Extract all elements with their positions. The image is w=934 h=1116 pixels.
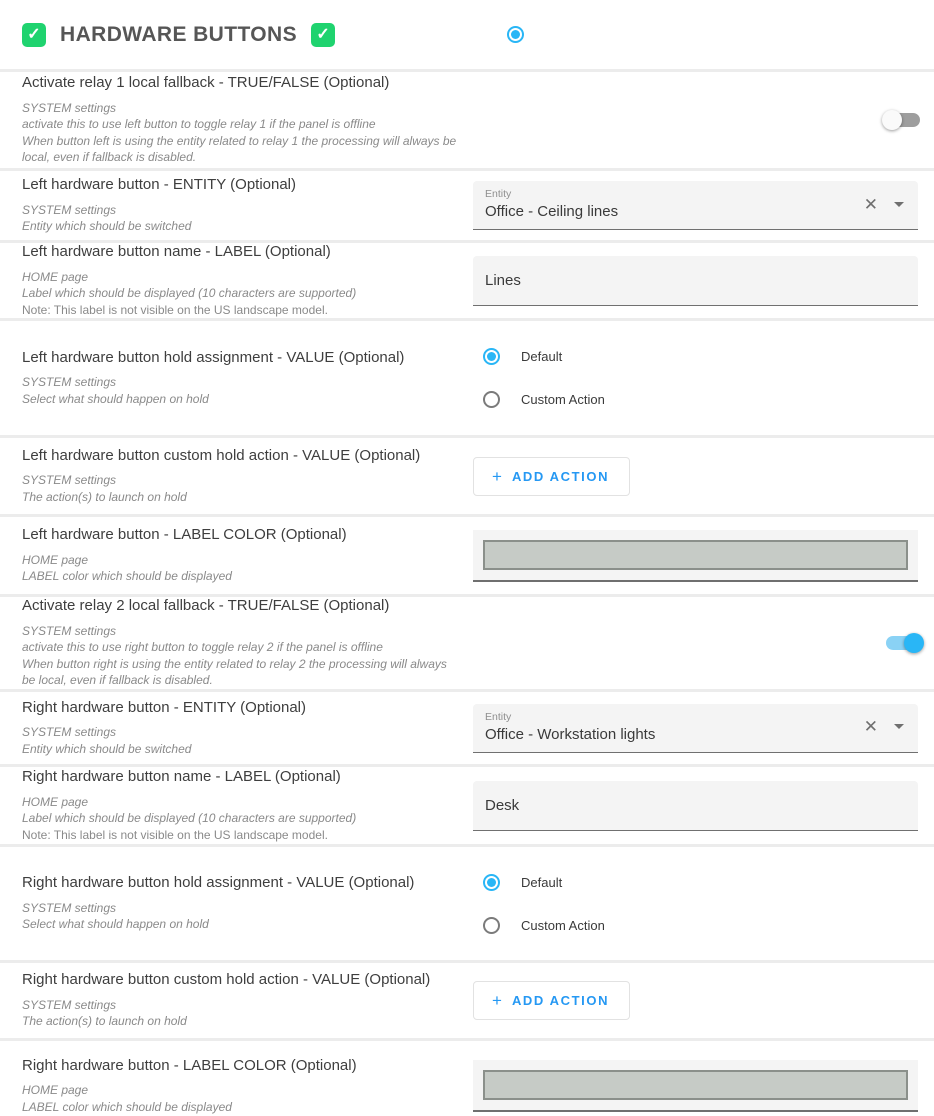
setting-meta: SYSTEM settings bbox=[22, 997, 117, 1012]
radio-label: Default bbox=[521, 349, 563, 364]
toggle-thumb bbox=[904, 633, 924, 653]
checkbox-checked-left[interactable] bbox=[22, 23, 46, 47]
entity-select-left[interactable] bbox=[473, 181, 918, 230]
label-color-picker-left[interactable] bbox=[473, 530, 918, 582]
setting-meta: Label which should be displayed (10 characters are supported) bbox=[22, 286, 357, 301]
entity-field-label: Entity bbox=[485, 710, 512, 723]
setting-meta-note: Note: This label is not visible on the US landscape model. bbox=[22, 827, 328, 842]
setting-meta: The action(s) to launch on hold bbox=[22, 489, 187, 504]
page-title: HARDWARE BUTTONS bbox=[60, 22, 298, 46]
setting-meta: Entity which should be switched bbox=[22, 741, 192, 756]
radio-label: Custom Action bbox=[521, 392, 605, 407]
dropdown-caret-icon[interactable] bbox=[894, 202, 904, 207]
setting-title: Left hardware button - ENTITY (Optional) bbox=[22, 176, 297, 194]
setting-meta: SYSTEM settings bbox=[22, 100, 117, 115]
radio-option-default[interactable] bbox=[483, 348, 605, 365]
setting-meta: SYSTEM settings bbox=[22, 623, 117, 638]
dropdown-caret-icon[interactable] bbox=[894, 724, 904, 729]
radio-option-custom-action[interactable] bbox=[483, 917, 605, 934]
setting-row-left-hold-assignment bbox=[0, 321, 934, 438]
checkbox-checked-right[interactable] bbox=[311, 23, 335, 47]
setting-row-relay2-fallback bbox=[0, 597, 934, 692]
setting-row-right-name bbox=[0, 767, 934, 847]
color-swatch bbox=[483, 1070, 908, 1100]
setting-title: Left hardware button - LABEL COLOR (Optional) bbox=[22, 526, 347, 544]
check-icon: ✓ bbox=[316, 25, 330, 43]
setting-meta: LABEL color which should be displayed bbox=[22, 569, 232, 584]
setting-meta: HOME page bbox=[22, 1083, 89, 1098]
plus-icon: + bbox=[492, 991, 502, 1010]
radio-selected-icon bbox=[483, 348, 500, 365]
setting-title: Activate relay 2 local fallback - TRUE/FALSE (Optional) bbox=[22, 597, 390, 615]
toggle-thumb bbox=[882, 110, 902, 130]
radio-unselected-icon bbox=[483, 917, 500, 934]
entity-field-label: Entity bbox=[485, 188, 512, 200]
setting-row-right-entity bbox=[0, 692, 934, 767]
setting-meta: SYSTEM settings bbox=[22, 725, 117, 740]
setting-title: Right hardware button hold assignment - VALUE (Optional) bbox=[22, 874, 415, 892]
add-action-label: ADD ACTION bbox=[511, 993, 610, 1008]
entity-field-value: Office - Workstation lights bbox=[485, 725, 656, 743]
setting-row-right-hold-assignment bbox=[0, 847, 934, 963]
plus-icon: + bbox=[492, 466, 502, 486]
entity-field-value: Office - Ceiling lines bbox=[485, 203, 619, 220]
color-swatch bbox=[483, 540, 908, 570]
setting-meta: Select what should happen on hold bbox=[22, 917, 209, 932]
setting-row-left-entity bbox=[0, 171, 934, 243]
setting-row-left-name bbox=[0, 243, 934, 321]
section-header bbox=[0, 0, 934, 72]
section-radio[interactable] bbox=[507, 26, 524, 43]
setting-row-relay1-fallback bbox=[0, 72, 934, 171]
setting-meta-note: Note: This label is not visible on the US landscape model. bbox=[22, 302, 328, 317]
setting-meta: When button left is using the entity related to relay 1 the processing will always be local, even if fallback is disabled. bbox=[22, 133, 457, 165]
radio-selected-icon bbox=[483, 874, 500, 891]
setting-title: Left hardware button custom hold action - VALUE (Optional) bbox=[22, 446, 421, 464]
setting-meta: HOME page bbox=[22, 794, 89, 809]
setting-row-right-label-color bbox=[0, 1041, 934, 1116]
setting-title: Right hardware button name - LABEL (Optional) bbox=[22, 767, 341, 785]
label-input-left[interactable] bbox=[473, 256, 918, 306]
toggle-switch-relay1[interactable] bbox=[886, 113, 920, 127]
add-action-button[interactable] bbox=[473, 457, 630, 496]
setting-meta: HOME page bbox=[22, 552, 89, 567]
label-color-picker-right[interactable] bbox=[473, 1060, 918, 1112]
clear-icon[interactable]: ✕ bbox=[863, 194, 878, 214]
radio-unselected-icon bbox=[483, 391, 500, 408]
setting-title: Right hardware button custom hold action - VALUE (Optional) bbox=[22, 971, 431, 989]
toggle-switch-relay2[interactable] bbox=[886, 636, 920, 650]
setting-title: Left hardware button name - LABEL (Optional) bbox=[22, 242, 331, 260]
setting-meta: activate this to use left button to toggle relay 1 if the panel is offline bbox=[22, 117, 376, 132]
radio-option-custom-action[interactable] bbox=[483, 391, 605, 408]
add-action-label: ADD ACTION bbox=[511, 468, 610, 484]
setting-title: Right hardware button - ENTITY (Optional) bbox=[22, 698, 307, 716]
setting-meta: SYSTEM settings bbox=[22, 202, 117, 217]
setting-meta: SYSTEM settings bbox=[22, 900, 117, 915]
setting-meta: Select what should happen on hold bbox=[22, 391, 209, 406]
setting-meta: SYSTEM settings bbox=[22, 473, 117, 488]
setting-meta: SYSTEM settings bbox=[22, 375, 117, 390]
setting-row-left-label-color bbox=[0, 517, 934, 597]
radio-label: Default bbox=[521, 874, 563, 890]
setting-title: Right hardware button - LABEL COLOR (Optional) bbox=[22, 1056, 357, 1074]
setting-row-left-custom-hold-action bbox=[0, 438, 934, 517]
hold-assignment-radio-group bbox=[473, 874, 605, 934]
setting-title: Activate relay 1 local fallback - TRUE/FALSE (Optional) bbox=[22, 74, 390, 92]
setting-row-right-custom-hold-action bbox=[0, 963, 934, 1041]
radio-option-default[interactable] bbox=[483, 874, 605, 891]
radio-label: Custom Action bbox=[521, 917, 605, 933]
setting-meta: Entity which should be switched bbox=[22, 219, 192, 234]
setting-meta: When button right is using the entity related to relay 2 the processing will always be local, even if fallback is disabled. bbox=[22, 656, 447, 688]
setting-meta: activate this to use right button to toggle relay 2 if the panel is offline bbox=[22, 640, 383, 655]
setting-meta: The action(s) to launch on hold bbox=[22, 1014, 187, 1029]
setting-title: Left hardware button hold assignment - VALUE (Optional) bbox=[22, 348, 405, 366]
add-action-button[interactable] bbox=[473, 981, 630, 1020]
setting-meta: Label which should be displayed (10 characters are supported) bbox=[22, 811, 357, 826]
check-icon: ✓ bbox=[27, 25, 41, 43]
clear-icon[interactable]: ✕ bbox=[863, 717, 878, 736]
hold-assignment-radio-group bbox=[473, 348, 605, 408]
label-input-right[interactable] bbox=[473, 781, 918, 831]
entity-select-right[interactable] bbox=[473, 704, 918, 753]
setting-meta: LABEL color which should be displayed bbox=[22, 1099, 232, 1114]
setting-meta: HOME page bbox=[22, 269, 89, 284]
